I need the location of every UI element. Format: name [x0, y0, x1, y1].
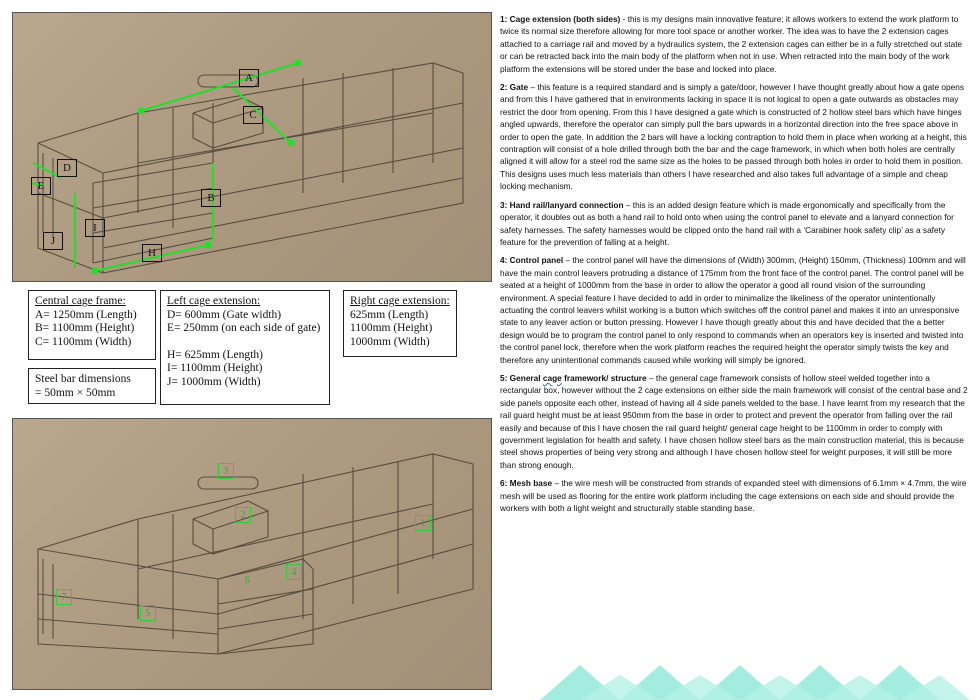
dimension-label: J	[43, 232, 63, 250]
feature-body: the general cage framework consists of hollow steel welded together into a rectangular box, however without the 2 cage extensions on either side the main framework will consist of the central base and 2 side panels opposite each other, instead of having all 4 side panels welded to the base. I have learnt from my research that the rail guard height must be at least 950mm from the base in order to protect and prevent the operator from falling over the rail easily and because of this I have chosen the rail guard height/ general cage height to be 1100mm in order to comply with government legislation for health and safety. I have chosen hollow steel bars as the main construction material, this is because steel shows properties of being very strong and although I have chosen hollow steel for weight purposes, it will still be more than strong enough.	[500, 372, 968, 470]
left-extension-line: H= 625mm (Length)	[167, 348, 263, 361]
sketch-photo-labelled	[12, 12, 492, 282]
feature-heading: 1: Cage extension (both sides)	[500, 14, 621, 24]
feature-paragraph: 6: Mesh base – the wire mesh will be constructed from strands of expanded steel with dimensions of 6.1mm × 4.7mm, the wire mesh will be used as flooring for the entire work platform including the cage extensions on each side and should provide the workers with both a light weight and structurally stable standing base.	[500, 478, 967, 514]
feature-body: the control panel will have the dimensions of (Width) 300mm, (Height) 150mm, (Thickness) 100mm and will have the main control leavers protruding a distance of 175mm from the front face of the control panel. The control panel will be seated at a height of 1000mm from the base in order to allow the operator a good all round vision of the surrounding environment. A special feature I have decided to add in order to minimalize the likeliness of the operator unintentionally actuating the control leavers whilst working is a button which switches off the control panel and makes it into an unresponsive state to any leaver action or button pressing. However I have though greatly about this and have decided that the a better design would be to program the control panel to only respond to commands when an operators key is inserted and twisted into the control panel lock, therefore when the work platform reaches the required height the operator simply twists the key and therefore any unintentional commands caused while working will simply be ignored.	[500, 255, 966, 365]
central-cage-line: A= 1250mm (Length)	[35, 308, 137, 321]
right-extension-title: Right cage extension:	[350, 295, 450, 307]
feature-body: the wire mesh will be constructed from strands of expanded steel with dimensions of 6.1mm × 4.7mm, the wire mesh will be used as flooring for the entire work platform including the cage extensions on each side and should provide the workers with both a light weight and structurally stable standing base.	[500, 478, 967, 514]
feature-number: 5	[140, 605, 156, 621]
left-extension-line: I= 1100mm (Height)	[167, 362, 263, 374]
steel-bar-dimensions	[28, 368, 156, 404]
dimension-label: H	[142, 244, 162, 262]
dimension-label: B	[201, 189, 221, 207]
cage-sketch-drawing	[13, 13, 491, 281]
cage-sketch-drawing	[13, 419, 491, 689]
right-extension-line: 625mm (Length)	[350, 308, 429, 321]
steel-bar-line: = 50mm × 50mm	[35, 386, 116, 399]
feature-number: 1	[415, 515, 431, 531]
left-extension-title: Left cage extension:	[167, 295, 261, 307]
feature-paragraph: 3: Hand rail/lanyard connection – this is an added design feature which is made ergonomically and specifically from the operator, it doubles out as both a hand rail to hold onto when using the control panel to elevate and a lanyard connection for safety harnesses. The safety harnesses would be clipped onto the hand rail with a ‘Carabiner hook safety clip’ as a safety feature for the prevention of falling at a height.	[500, 199, 954, 247]
feature-body: this is an added design feature which is made ergonomically and specifically from the operator, it doubles out as both a hand rail to hold onto when using the control panel to elevate and a lanyard connection for safety harnesses. The safety harnesses would be clipped onto the hand rail with a ‘Carabiner hook safety clip’ as a safety feature for the prevention of falling at a height.	[500, 199, 954, 247]
dimension-label: A	[239, 69, 259, 87]
left-extension-line: D= 600mm (Gate width)	[167, 308, 282, 321]
central-cage-line: C= 1100mm (Width)	[35, 335, 132, 348]
left-extension-dimensions	[160, 290, 330, 405]
spellcheck-underline: cage	[542, 372, 562, 383]
feature-body: this feature is a required standard and is simply a gate/door, however I have thought greatly about how a gate opens and from this I have gathered that in environments lacking in space it is not logical to open a gate outwards as obstacles may restrict the door from opening. From this I have designed a gate which is constructed of 2 hollow steel bars which have hinges angled upwards, therefore the operator can simply pull the bars upwards in a horizontal direction into the free space above in order to open the gate. In addition the 2 bars will have a locking contraption to hold them in place when working at a height, this contraption will consist of a hole drilled through both the bar and the cage framework, in which when both holes are centrally aligned it will allow for a steel rod the same size as the holes to be passed through both holes in order to hold them in position. This designs uses much less materials than others I have researched and also takes full advantage of a simple and cheap locking mechanism.	[500, 82, 967, 192]
feature-number: 3	[218, 463, 234, 479]
feature-number: 7	[56, 589, 72, 605]
feature-paragraph: 2: Gate – this feature is a required standard and is simply a gate/door, however I have thought greatly about how a gate opens and from this I have gathered that in environments lacking in space it is not logical to open a gate outwards as obstacles may restrict the door from opening. From this I have designed a gate which is constructed of 2 hollow steel bars which have hinges angled upwards, therefore the operator can simply pull the bars upwards in a horizontal direction into the free space above in order to open the gate. In addition the 2 bars will have a locking contraption to hold them in place when working at a height, this contraption will consist of a hole drilled through both the bar and the cage framework, in which when both holes are centrally aligned it will allow for a steel rod the same size as the holes to be passed through both holes in order to hold them in position. This designs uses much less materials than others I have researched and also takes full advantage of a simple and cheap locking mechanism.	[500, 82, 967, 192]
central-cage-title: Central cage frame:	[35, 295, 126, 307]
left-extension-line: J= 1000mm (Width)	[167, 375, 261, 388]
feature-number: 4	[286, 564, 302, 580]
central-cage-dimensions	[28, 290, 156, 360]
left-extension-line: E= 250mm (on each side of gate)	[167, 322, 321, 334]
feature-heading: 4: Control panel	[500, 255, 564, 266]
feature-number: 2	[235, 507, 251, 523]
dimension-label: D	[57, 159, 77, 177]
feature-heading: 6: Mesh base	[500, 478, 553, 489]
sketch-photo-numbered	[12, 418, 492, 690]
feature-body: this is my designs main innovative feature; it allows workers to extend the work platform to twice its normal size therefore allowing for more tool space or another worker. The idea was to have the 2 extension cages attached to a carriage rail and moved by a hydraulics system, the 2 extension cages can either be in a fully stretched out state or can be retracted back into the main body of the platform when not in use. When retracted into the main body of the work platform the extensions will be stored under the base and locked into place.	[500, 14, 963, 74]
right-extension-line: 1000mm (Width)	[350, 335, 430, 348]
feature-descriptions	[500, 13, 970, 520]
dimension-label: I	[85, 219, 105, 237]
right-extension-line: 1100mm (Height)	[350, 322, 433, 334]
central-cage-line: B= 1100mm (Height)	[35, 322, 135, 334]
feature-heading: 2: Gate	[500, 82, 529, 93]
feature-heading: 5: General cage framework/ structure	[500, 372, 647, 383]
right-extension-dimensions	[343, 290, 457, 357]
feature-paragraph: 1: Cage extension (both sides) - this is my designs main innovative feature; it allows workers to extend the work platform to twice its normal size therefore allowing for more tool space or another worker. The idea was to have the 2 extension cages attached to a carriage rail and moved by a hydraulics system, the 2 extension cages can either be in a fully stretched out state or can be retracted back into the main body of the platform when not in use. When retracted into the main body of the work platform the extensions will be stored under the base and locked into place.	[500, 14, 963, 74]
feature-paragraph: 5: General cage framework/ structure – the general cage framework consists of hollow steel welded together into a rectangular box, however without the 2 cage extensions on either side the main framework will consist of the central base and 2 side panels opposite each other, instead of having all 4 side panels welded to the base. I have learnt from my research that the rail guard height must be at least 950mm from the base in order to protect and prevent the operator from falling over the rail easily and because of this I have chosen the rail guard height/ general cage height to be 1100mm in order to comply with government legislation for health and safety. I have chosen hollow steel bars as the main construction material, this is because steel shows properties of being very strong and although I have chosen hollow steel for weight purposes, it will still be more than strong enough.	[500, 372, 968, 470]
dimension-label: E	[31, 177, 51, 195]
dimension-label: C	[243, 106, 263, 124]
feature-heading: 3: Hand rail/lanyard connection	[500, 199, 624, 210]
decorative-triangles	[500, 660, 970, 700]
steel-bar-line: Steel bar dimensions	[35, 373, 131, 385]
feature-paragraph: 4: Control panel – the control panel will have the dimensions of (Width) 300mm, (Height) 150mm, (Thickness) 100mm and will have the main control leavers protruding a distance of 175mm from the front face of the control panel. The control panel will be seated at a height of 1000mm from the base in order to allow the operator a good all round vision of the surrounding environment. A special feature I have decided to add in order to minimalize the likeliness of the operator unintentionally actuating the control leavers whilst working is a button which switches off the control panel and makes it into an unresponsive state to any leaver action or button pressing. However I have though greatly about this and have decided that the a better design would be to program the control panel to only respond to commands when an operators key is inserted and twisted into the control panel lock, therefore when the work platform reaches the required height the operator simply twists the key and therefore any unintentional commands caused while working will simply be ignored.	[500, 255, 966, 365]
feature-number: 6	[245, 575, 250, 586]
